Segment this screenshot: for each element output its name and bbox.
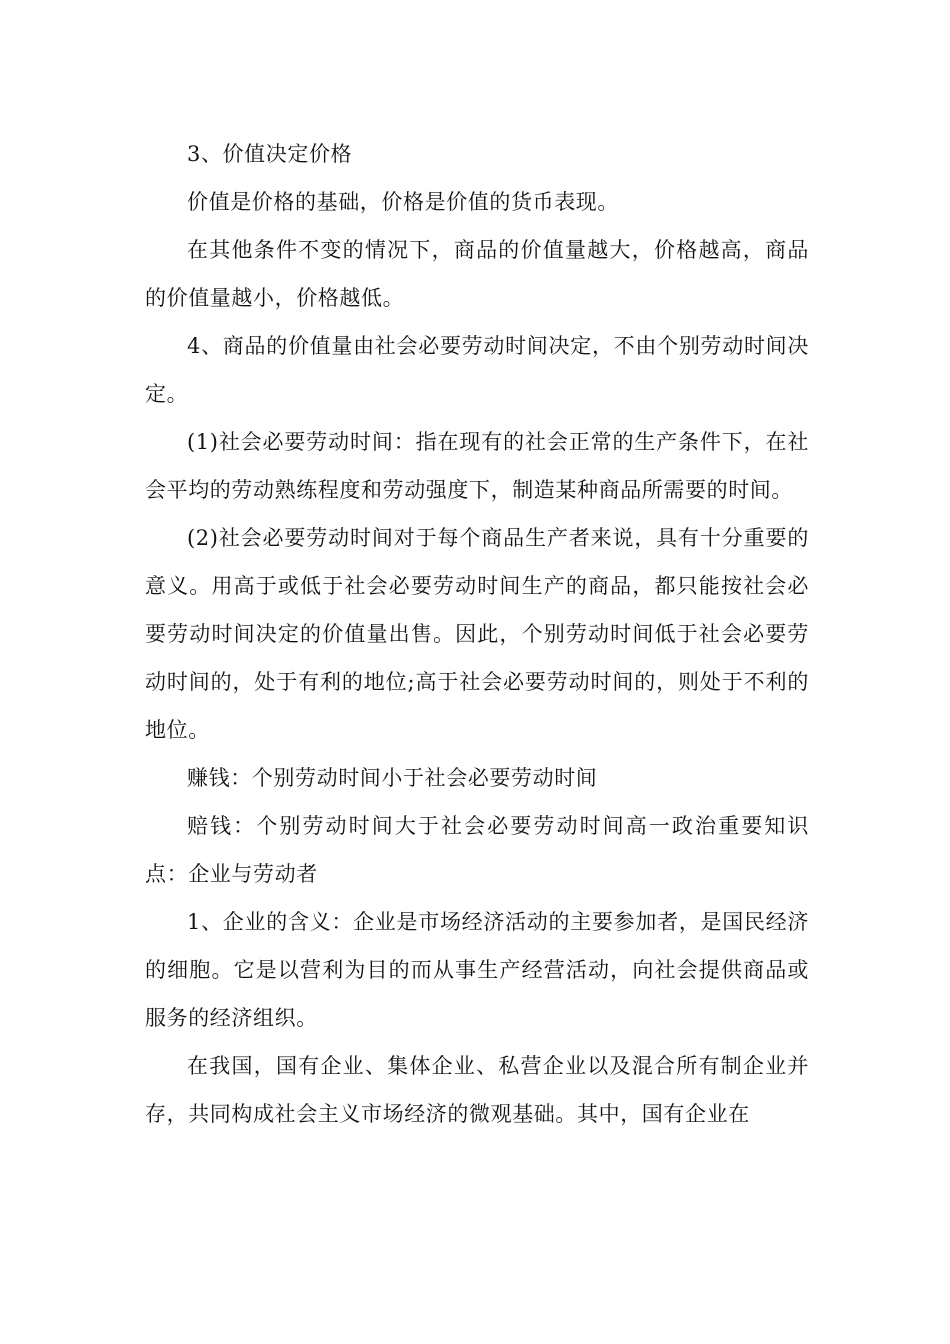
paragraph-value-quantity-price: 在其他条件不变的情况下，商品的价值量越大，价格越高，商品的价值量越小，价格越低。 (145, 238, 809, 310)
heading-value-determines-price: 3、价值决定价格 (187, 142, 353, 166)
paragraph-value-price-basis: 价值是价格的基础，价格是价值的货币表现。 (187, 190, 619, 214)
document-body (145, 130, 809, 1138)
paragraph-enterprise-types: 在我国，国有企业、集体企业、私营企业以及混合所有制企业并存，共同构成社会主义市场经济的微观基础。其中，国有企业在 (145, 1054, 809, 1126)
heading-socially-necessary-labor: 4、商品的价值量由社会必要劳动时间决定，不由个别劳动时间决定。 (145, 334, 809, 406)
paragraph-loss: 赔钱：个别劳动时间大于社会必要劳动时间高一政治重要知识点：企业与劳动者 (145, 814, 809, 886)
paragraph-labor-time-significance: (2)社会必要劳动时间对于每个商品生产者来说，具有十分重要的意义。用高于或低于社会必要劳动时间生产的商品，都只能按社会必要劳动时间决定的价值量出售。因此，个别劳动时间低于社会必要劳动时间的，处于有利的地位;高于社会必要劳动时间的，则处于不利的地位。 (145, 526, 809, 742)
paragraph-enterprise-definition: 1、企业的含义：企业是市场经济活动的主要参加者，是国民经济的细胞。它是以营利为目的而从事生产经营活动，向社会提供商品或服务的经济组织。 (145, 910, 809, 1030)
paragraph-definition-labor-time: (1)社会必要劳动时间：指在现有的社会正常的生产条件下，在社会平均的劳动熟练程度和劳动强度下，制造某种商品所需要的时间。 (145, 430, 809, 502)
paragraph-profit: 赚钱：个别劳动时间小于社会必要劳动时间 (187, 766, 598, 790)
